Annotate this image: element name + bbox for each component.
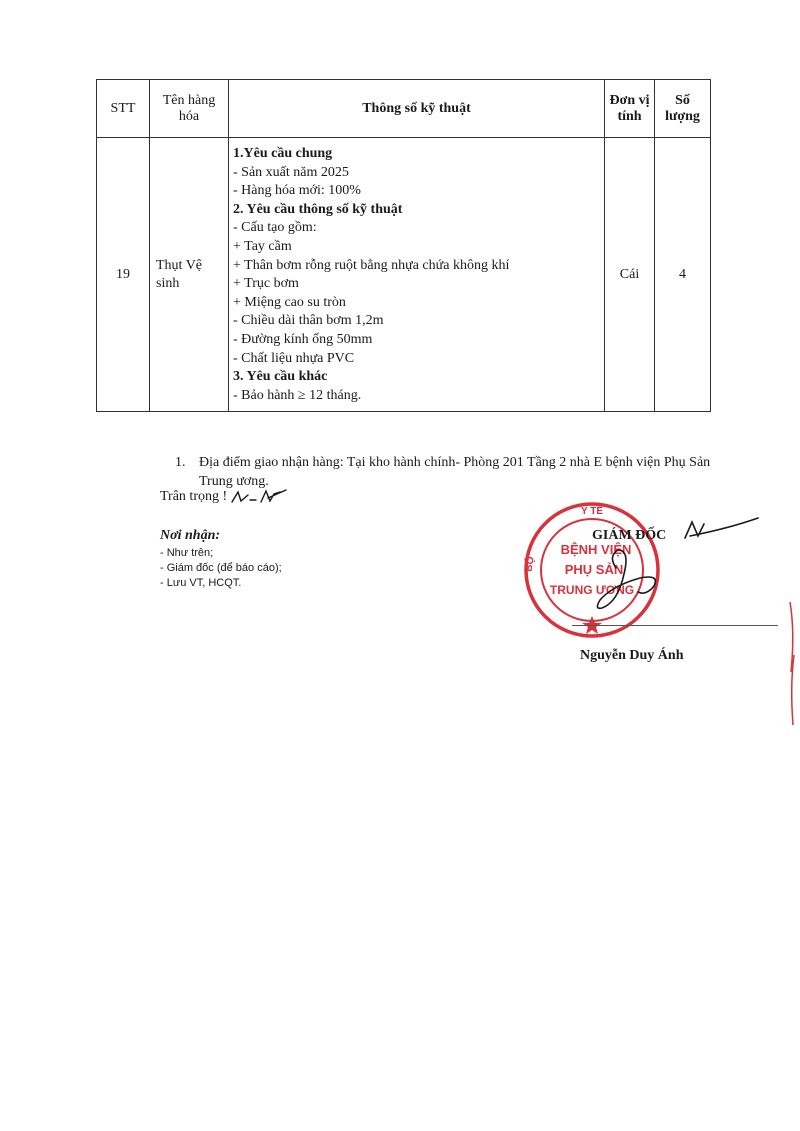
header-spec: Thông số kỹ thuật xyxy=(229,80,605,138)
director-signature xyxy=(580,516,780,626)
table-row xyxy=(97,138,711,412)
header-name: Tên hàng hóa xyxy=(150,80,229,138)
header-stt: STT xyxy=(97,80,150,138)
spec-line: + Trục bơm xyxy=(233,276,299,292)
stamp-line: BỆNH VIỆN xyxy=(560,542,632,557)
cell-stt: 19 xyxy=(97,138,150,412)
spec-line: 1.Yêu cầu chung xyxy=(233,146,333,161)
stamp-ring-left: BỘ xyxy=(523,555,537,573)
table-header-row xyxy=(97,80,711,138)
spec-line: 2. Yêu cầu thông số kỹ thuật xyxy=(233,201,403,217)
header-qty: Số lượng xyxy=(655,80,711,138)
signature-name: Nguyễn Duy Ánh xyxy=(580,648,684,663)
spec-line: + Thân bơm rỗng ruột bằng nhựa chứa không khí xyxy=(233,257,510,273)
cell-unit: Cái xyxy=(605,138,655,412)
recipient-item: - Lưu VT, HCQT. xyxy=(160,577,242,589)
spec-line: - Đường kính ống 50mm xyxy=(233,331,373,347)
stamp-line: PHỤ SẢN xyxy=(564,562,624,577)
spec-line: - Chiều dài thân bơm 1,2m xyxy=(233,313,384,329)
edge-mark xyxy=(788,655,796,725)
spec-line: + Miệng cao su tròn xyxy=(233,294,346,310)
spec-line: 3. Yêu cầu khác xyxy=(233,369,328,385)
spec-line: - Bảo hành ≥ 12 tháng. xyxy=(233,387,362,403)
closing-text: Trân trọng ! xyxy=(160,489,228,504)
initial-signature xyxy=(228,486,308,508)
note-text: Địa điểm giao nhận hàng: Tại kho hành chính- Phòng 201 Tầng 2 nhà E bệnh viện Phụ Sản Trung ương. xyxy=(199,455,711,489)
spec-line: + Tay cầm xyxy=(233,238,292,254)
note-number: 1. xyxy=(175,455,186,470)
spec-line: - Hàng hóa mới: 100% xyxy=(233,183,361,199)
recipient-item: - Như trên; xyxy=(160,547,214,559)
spec-line: - Sản xuất năm 2025 xyxy=(233,164,349,180)
header-unit: Đơn vị tính xyxy=(605,80,655,138)
stamp-ring-right: Y TẾ xyxy=(580,506,604,517)
stamp-line: TRUNG ƯƠNG xyxy=(549,583,635,597)
recipients-block xyxy=(160,528,282,591)
recipients-title: Nơi nhận: xyxy=(160,528,221,543)
spec-line: - Cấu tạo gồm: xyxy=(233,220,317,236)
signature-line xyxy=(572,625,778,626)
spec-line: - Chất liệu nhựa PVC xyxy=(233,350,355,366)
signature-title: GIÁM ĐỐC xyxy=(592,528,667,543)
cell-qty: 4 xyxy=(655,138,711,412)
spec-table xyxy=(96,79,711,412)
cell-spec xyxy=(229,138,605,412)
recipient-item: - Giám đốc (để báo cáo); xyxy=(160,562,282,574)
cell-name: Thụt Vệ sinh xyxy=(150,138,229,412)
